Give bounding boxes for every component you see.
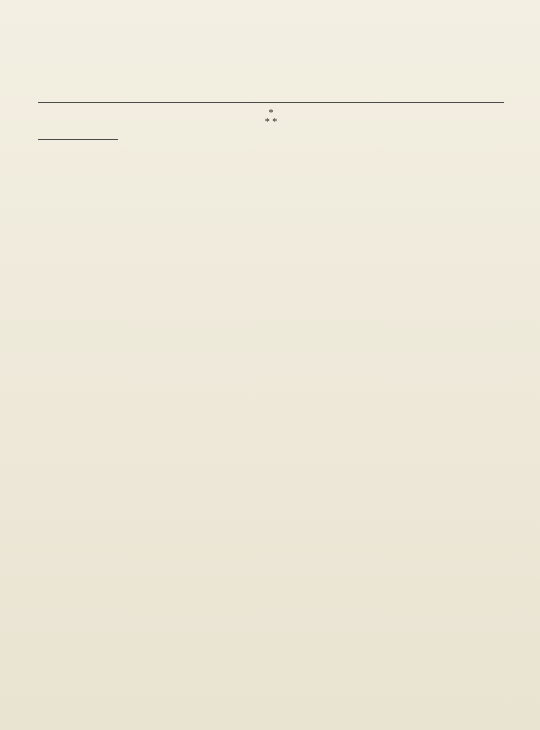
footnote-rule bbox=[38, 139, 118, 140]
asterism-top: * bbox=[268, 108, 274, 119]
article-title bbox=[38, 0, 504, 66]
asterism-separator bbox=[38, 109, 504, 127]
asterism-bottom: * * bbox=[264, 117, 278, 128]
heading-rule bbox=[38, 102, 504, 103]
